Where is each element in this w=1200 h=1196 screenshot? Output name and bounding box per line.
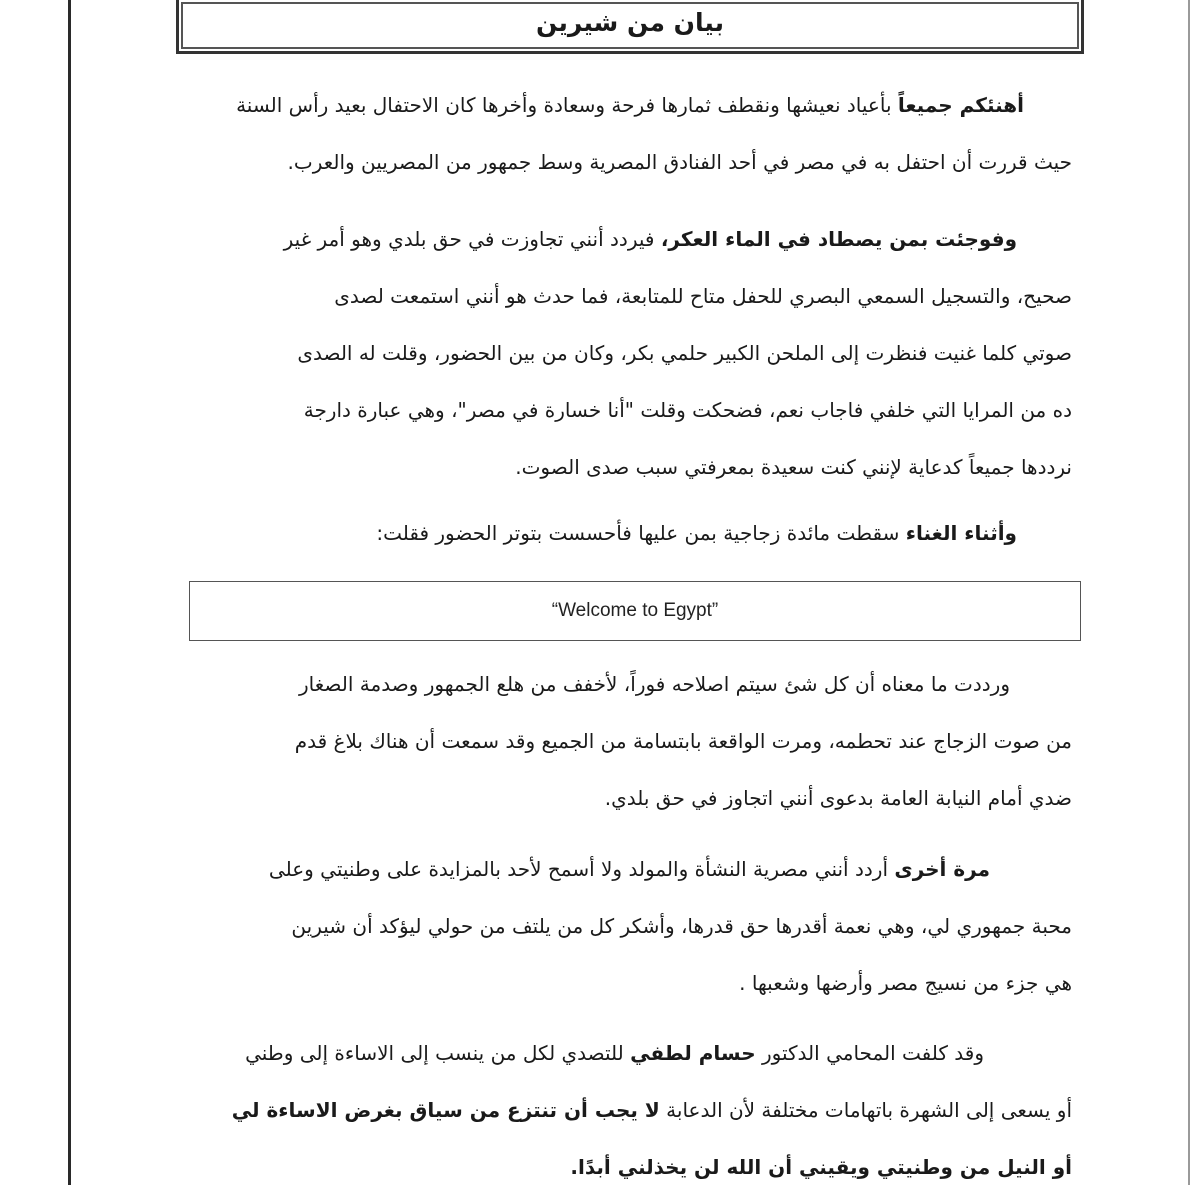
paragraph-line — [200, 1082, 1072, 1139]
document-title: بيان من شيرين — [536, 8, 724, 37]
paragraph-emphasis: لا يجب أن تنتزع من سياق بغرض الاساءة لي — [231, 1098, 660, 1122]
paragraph-text: للتصدي لكل من ينسب إلى الاساءة إلى وطني — [245, 1041, 631, 1065]
paragraph-text: بأعياد نعيشها ونقطف ثمارها فرحة وسعادة وأخرها كان الاحتفال بعيد رأس السنة — [236, 93, 898, 117]
paragraph-lead: وفوجئت بمن يصطاد في الماء العكر، — [660, 227, 1017, 251]
title-box — [176, 0, 1084, 54]
paragraph-line — [200, 77, 1072, 134]
paragraph-line — [200, 1025, 1072, 1082]
paragraph-line: نرددها جميعاً كدعاية لإنني كنت سعيدة بمعرفتي سبب صدى الصوت. — [515, 455, 1072, 479]
paragraph-text: أردد أنني مصرية النشأة والمولد ولا أسمح لأحد بالمزايدة على وطنيتي وعلى — [268, 857, 895, 881]
paragraph-line: ورددت ما معناه أن كل شئ سيتم اصلاحه فوراً، لأخفف من هلع الجمهور وصدمة الصغار — [299, 672, 1010, 696]
paragraph-line — [200, 841, 1072, 898]
paragraph-lead: أهنئكم جميعاً — [897, 93, 1024, 117]
paragraph-line: هي جزء من نسيج مصر وأرضها وشعبها . — [739, 971, 1072, 995]
paragraph-line — [200, 505, 1072, 562]
paragraph-line: ضدي أمام النيابة العامة بدعوى أنني اتجاوز في حق بلدي. — [604, 786, 1072, 810]
paragraph-line: محبة جمهوري لي، وهي نعمة أقدرها حق قدرها، وأشكر كل من يلتف من حولي ليؤكد أن شيرين — [291, 914, 1072, 938]
quote-text: “Welcome to Egypt” — [551, 600, 719, 621]
page-left-edge — [68, 0, 71, 1185]
paragraph-line: أو النيل من وطنيتي ويقيني أن الله لن يخذلني أبدًا. — [570, 1155, 1072, 1179]
paragraph-2 — [200, 211, 1072, 496]
paragraph-line — [200, 211, 1072, 268]
paragraph-5 — [200, 841, 1072, 1012]
paragraph-text: أو يسعى إلى الشهرة باتهامات مختلفة لأن الدعابة — [659, 1098, 1072, 1122]
paragraph-3 — [200, 505, 1072, 562]
lawyer-name: حسام لطفي — [630, 1041, 756, 1065]
paragraph-line: من صوت الزجاج عند تحطمه، ومرت الواقعة بابتسامة من الجميع وقد سمعت أن هناك بلاغ قدم — [294, 729, 1072, 753]
paragraph-text: فيردد أنني تجاوزت في حق بلدي وهو أمر غير — [283, 227, 661, 251]
paragraph-6 — [200, 1025, 1072, 1196]
paragraph-1 — [200, 77, 1072, 191]
paragraph-text: سقطت مائدة زجاجية بمن عليها فأحسست بتوتر الحضور فقلت: — [376, 521, 906, 545]
paragraph-text: وقد كلفت المحامي الدكتور — [755, 1041, 984, 1065]
paragraph-line: ده من المرايا التي خلفي فاجاب نعم، فضحكت وقلت "أنا خسارة في مصر"، وهي عبارة دارجة — [303, 398, 1072, 422]
quote-box — [189, 581, 1081, 641]
paragraph-line: حيث قررت أن احتفل به في مصر في أحد الفنادق المصرية وسط جمهور من المصريين والعرب. — [287, 150, 1072, 174]
paragraph-4 — [200, 656, 1072, 827]
page-right-edge — [1188, 0, 1190, 1185]
paragraph-line: صحيح، والتسجيل السمعي البصري للحفل متاح للمتابعة، فما حدث هو أنني استمعت لصدى — [334, 284, 1072, 308]
paragraph-lead: وأثناء الغناء — [905, 521, 1017, 545]
paragraph-lead: مرة أخرى — [894, 857, 990, 881]
paragraph-line: صوتي كلما غنيت فنظرت إلى الملحن الكبير حلمي بكر، وكان من بين الحضور، وقلت له الصدى — [297, 341, 1072, 365]
